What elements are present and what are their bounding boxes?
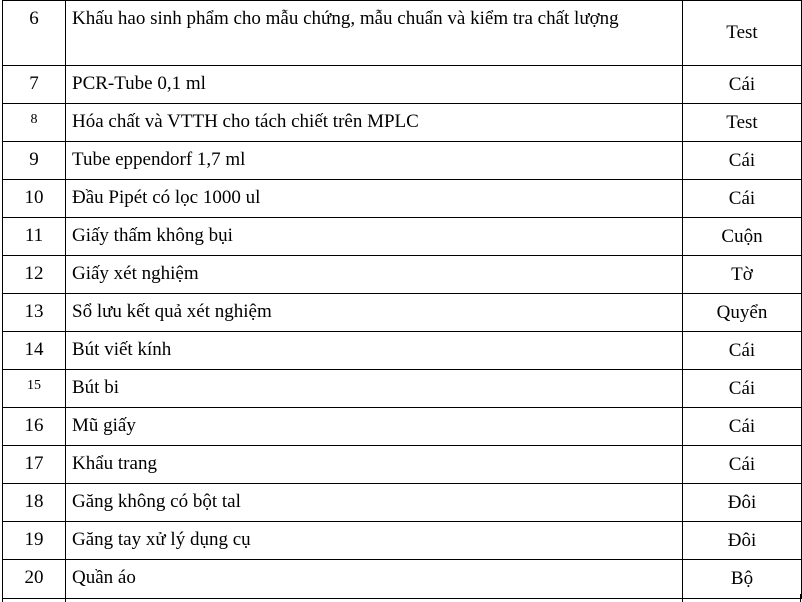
row-number: 14 (3, 332, 66, 370)
item-name: Khấu hao sinh phẩm cho mẫu chứng, mẫu chuẩn và kiểm tra chất lượng (66, 1, 683, 66)
table-row (3, 446, 802, 484)
row-number: 9 (3, 142, 66, 180)
item-name: Bút viết kính (66, 332, 683, 370)
row-number: 7 (3, 66, 66, 104)
item-unit: Đôi (683, 484, 802, 522)
item-unit: Tờ (683, 256, 802, 294)
item-unit: Test (683, 104, 802, 142)
item-unit: Cái (683, 370, 802, 408)
table-row (3, 180, 802, 218)
row-number: 19 (3, 522, 66, 560)
item-name: Khẩu trang (66, 446, 683, 484)
row-number: 10 (3, 180, 66, 218)
item-unit: Cái (683, 180, 802, 218)
item-name: PCR-Tube 0,1 ml (66, 66, 683, 104)
table-row (3, 294, 802, 332)
table-row (3, 104, 802, 142)
item-name: Giấy xét nghiệm (66, 256, 683, 294)
table-row (3, 66, 802, 104)
table-row (3, 522, 802, 560)
row-number: 13 (3, 294, 66, 332)
item-unit: Test (683, 1, 802, 66)
table-row (3, 1, 802, 66)
item-name: Mũ giấy (66, 408, 683, 446)
row-number: 12 (3, 256, 66, 294)
item-unit: Cái (683, 332, 802, 370)
item-name: Đầu Pipét có lọc 1000 ul (66, 180, 683, 218)
item-name: Giấy thấm không bụi (66, 218, 683, 256)
item-unit: Cái (683, 142, 802, 180)
row-number: 16 (3, 408, 66, 446)
supplies-table (2, 0, 802, 599)
table-border-tail (682, 594, 683, 602)
item-unit: Cuộn (683, 218, 802, 256)
item-name: Găng không có bột tal (66, 484, 683, 522)
item-unit: Cái (683, 66, 802, 104)
item-name: Găng tay xử lý dụng cụ (66, 522, 683, 560)
item-name: Hóa chất và VTTH cho tách chiết trên MPLC (66, 104, 683, 142)
item-unit: Cái (683, 408, 802, 446)
row-number: 11 (3, 218, 66, 256)
item-name: Quần áo (66, 560, 683, 599)
row-number: 8 (3, 104, 66, 142)
item-unit: Cái (683, 446, 802, 484)
item-name: Bút bi (66, 370, 683, 408)
table-row (3, 370, 802, 408)
item-unit: Bộ (683, 560, 802, 599)
row-number: 20 (3, 560, 66, 599)
item-unit: Đôi (683, 522, 802, 560)
table-border-tail (65, 594, 66, 602)
row-number: 6 (3, 1, 66, 66)
row-number: 18 (3, 484, 66, 522)
row-number: 17 (3, 446, 66, 484)
item-unit: Quyển (683, 294, 802, 332)
table-row (3, 332, 802, 370)
item-name: Tube eppendorf 1,7 ml (66, 142, 683, 180)
table-row (3, 408, 802, 446)
table-row (3, 560, 802, 599)
table-row (3, 142, 802, 180)
table-row (3, 218, 802, 256)
row-number: 15 (3, 370, 66, 408)
table-border-tail (800, 594, 801, 602)
table-border-tail (2, 594, 3, 602)
item-name: Sổ lưu kết quả xét nghiệm (66, 294, 683, 332)
table-row (3, 256, 802, 294)
table-row (3, 484, 802, 522)
